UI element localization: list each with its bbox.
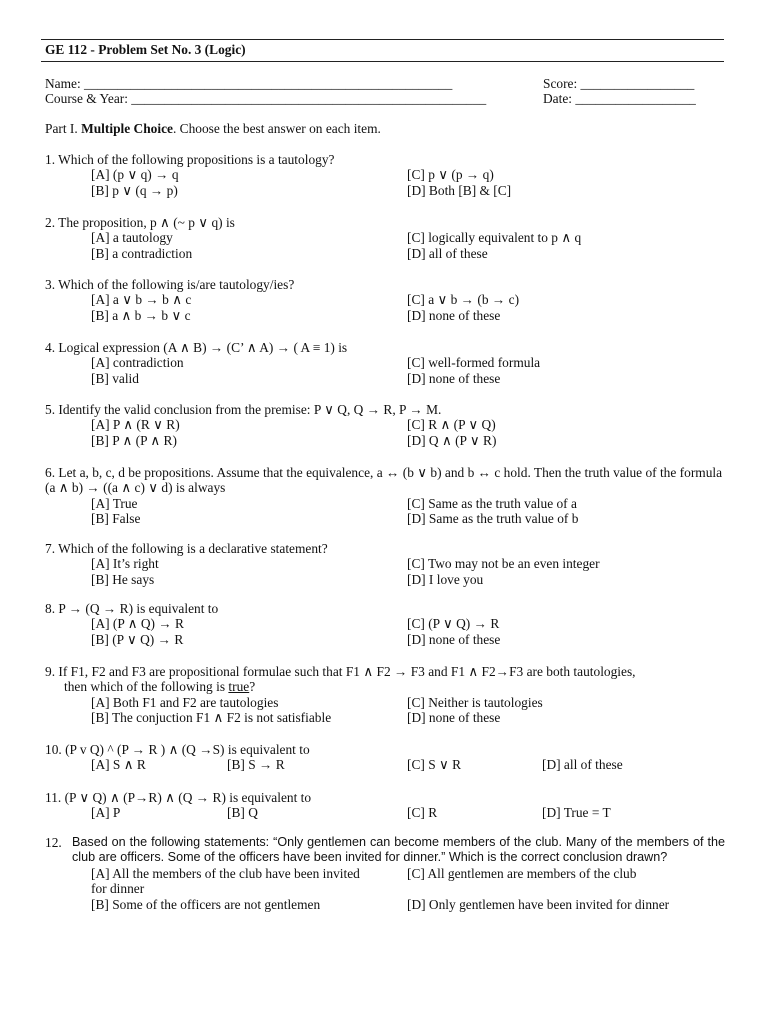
option-b: [B] False	[91, 511, 141, 527]
question-stem: 4. Logical expression (A ∧ B) → (C’ ∧ A) → ( A ≡ 1) is	[45, 340, 348, 355]
option-c: [C] p ∨ (p → q)	[407, 167, 494, 183]
name-field: Name: _______________________________________________________	[45, 76, 453, 91]
option-b: [B] S → R	[227, 757, 285, 773]
question-stem: 2. The proposition, p ∧ (~ p ∨ q) is	[45, 215, 235, 230]
part-type: Multiple Choice	[81, 121, 173, 136]
option-c: [C] a ∨ b → (b → c)	[407, 292, 520, 308]
option-d: [D] Same as the truth value of b	[407, 511, 579, 527]
option-d: [D] none of these	[407, 710, 501, 726]
question-1	[45, 152, 725, 198]
option-a: [A] (p ∨ q) → q	[91, 167, 179, 183]
question-stem-line1: 9. If F1, F2 and F3 are propositional formulae such that F1 ∧ F2 → F3 and F1 ∧ F2→F3 are both tautologies,	[45, 664, 636, 679]
question-8	[45, 601, 725, 647]
question-stem: 11. (P ∨ Q) ∧ (P→R) ∧ (Q → R) is equivalent to	[45, 790, 312, 805]
option-a: [A] Both F1 and F2 are tautologies	[91, 694, 279, 710]
question-stem: 6. Let a, b, c, d be propositions. Assume that the equivalence, a ↔ (b ∨ b) and b ↔ c hold. Then the truth value of the formula (a ∧ b) → ((a ∧ c) ∨ d) is always	[45, 465, 723, 496]
option-d: [D] none of these	[407, 370, 501, 386]
option-b: [B] The conjuction F1 ∧ F2 is not satisfiable	[91, 710, 332, 726]
question-12	[45, 835, 725, 912]
score-field: Score: _________________	[543, 76, 695, 91]
question-text: Based on the following statements: “Only gentlemen can become members of the club. Many of the members of the club are officers. Some of the officers have been invited for dinner.” Which is the correct conclusion drawn?	[72, 835, 725, 865]
option-b: [B] (P ∨ Q) → R	[91, 631, 184, 647]
option-b: [B] Some of the officers are not gentlemen	[91, 896, 321, 912]
question-9	[45, 664, 725, 726]
option-d: [D] all of these	[542, 757, 623, 773]
underlined-word: true	[228, 679, 250, 695]
option-a: [A] (P ∧ Q) → R	[91, 616, 184, 632]
option-d: [D] all of these	[407, 245, 488, 261]
question-stem	[45, 664, 725, 695]
option-d: [D] none of these	[407, 631, 501, 647]
option-a: [A] P	[91, 805, 121, 821]
option-d: [D] none of these	[407, 307, 501, 323]
question-6	[45, 465, 725, 527]
option-a: [A] True	[91, 495, 138, 511]
question-10	[45, 742, 725, 773]
page-title: GE 112 - Problem Set No. 3 (Logic)	[45, 42, 246, 57]
option-d: [D] Q ∧ (P ∨ R)	[407, 432, 497, 448]
part-instructions	[45, 121, 381, 137]
part-label: Part I.	[45, 121, 78, 136]
option-b: [B] P ∧ (P ∧ R)	[91, 432, 177, 448]
question-stem: 1. Which of the following propositions is a tautology?	[45, 152, 335, 167]
question-stem: 10. (P v Q) ^ (P → R ) ∧ (Q →S) is equivalent to	[45, 742, 310, 757]
option-c: [C] R ∧ (P ∨ Q)	[407, 417, 496, 433]
option-c: [C] Neither is tautologies	[407, 694, 543, 710]
question-5	[45, 402, 725, 448]
question-7	[45, 541, 725, 587]
top-rule	[41, 39, 724, 40]
question-11	[45, 790, 725, 821]
question-stem	[45, 835, 725, 866]
option-c: [C] S ∨ R	[407, 757, 462, 773]
option-a: [A] S ∧ R	[91, 757, 146, 773]
part-directions: . Choose the best answer on each item.	[172, 121, 381, 136]
title-rule	[41, 61, 724, 62]
question-stem-line2	[45, 679, 725, 694]
option-a: [A] a ∨ b → b ∧ c	[91, 292, 192, 308]
option-c: [C] logically equivalent to p ∧ q	[407, 230, 582, 246]
question-2	[45, 215, 725, 261]
option-b: [B] valid	[91, 370, 139, 386]
option-b: [B] He says	[91, 571, 155, 587]
question-3	[45, 277, 725, 323]
option-a: [A] P ∧ (R ∨ R)	[91, 417, 180, 433]
question-stem: 5. Identify the valid conclusion from the premise: P ∨ Q, Q → R, P → M.	[45, 402, 442, 417]
option-a: [A] All the members of the club have been invited for dinner	[91, 865, 360, 897]
option-c: [C] R	[407, 805, 438, 821]
option-c: [C] well-formed formula	[407, 355, 541, 371]
date-field: Date: __________________	[543, 91, 696, 106]
option-b: [B] p ∨ (q → p)	[91, 182, 178, 198]
option-b: [B] Q	[227, 805, 258, 821]
question-stem: 3. Which of the following is/are tautology/ies?	[45, 277, 295, 292]
option-c: [C] (P ∨ Q) → R	[407, 616, 500, 632]
question-stem: 8. P → (Q → R) is equivalent to	[45, 601, 219, 616]
option-b: [B] a contradiction	[91, 245, 193, 261]
question-stem: 7. Which of the following is a declarative statement?	[45, 541, 328, 556]
option-a: [A] contradiction	[91, 355, 184, 371]
stem-text: then which of the following is	[64, 679, 229, 695]
question-4	[45, 340, 725, 386]
option-a: [A] a tautology	[91, 230, 173, 246]
option-c: [C] Same as the truth value of a	[407, 495, 577, 511]
option-d: [D] Both [B] & [C]	[407, 182, 512, 198]
option-d: [D] Only gentlemen have been invited for dinner	[407, 896, 670, 912]
stem-text-end: ?	[249, 679, 256, 695]
option-c: [C] All gentlemen are members of the club	[407, 865, 637, 881]
option-d: [D] True = T	[542, 805, 611, 821]
option-a: [A] It’s right	[91, 556, 159, 572]
option-d: [D] I love you	[407, 571, 484, 587]
question-number: 12.	[45, 835, 62, 850]
option-b: [B] a ∧ b → b ∨ c	[91, 307, 191, 323]
option-c: [C] Two may not be an even integer	[407, 556, 600, 572]
course-year-field: Course & Year: _____________________________________________________	[45, 91, 487, 106]
